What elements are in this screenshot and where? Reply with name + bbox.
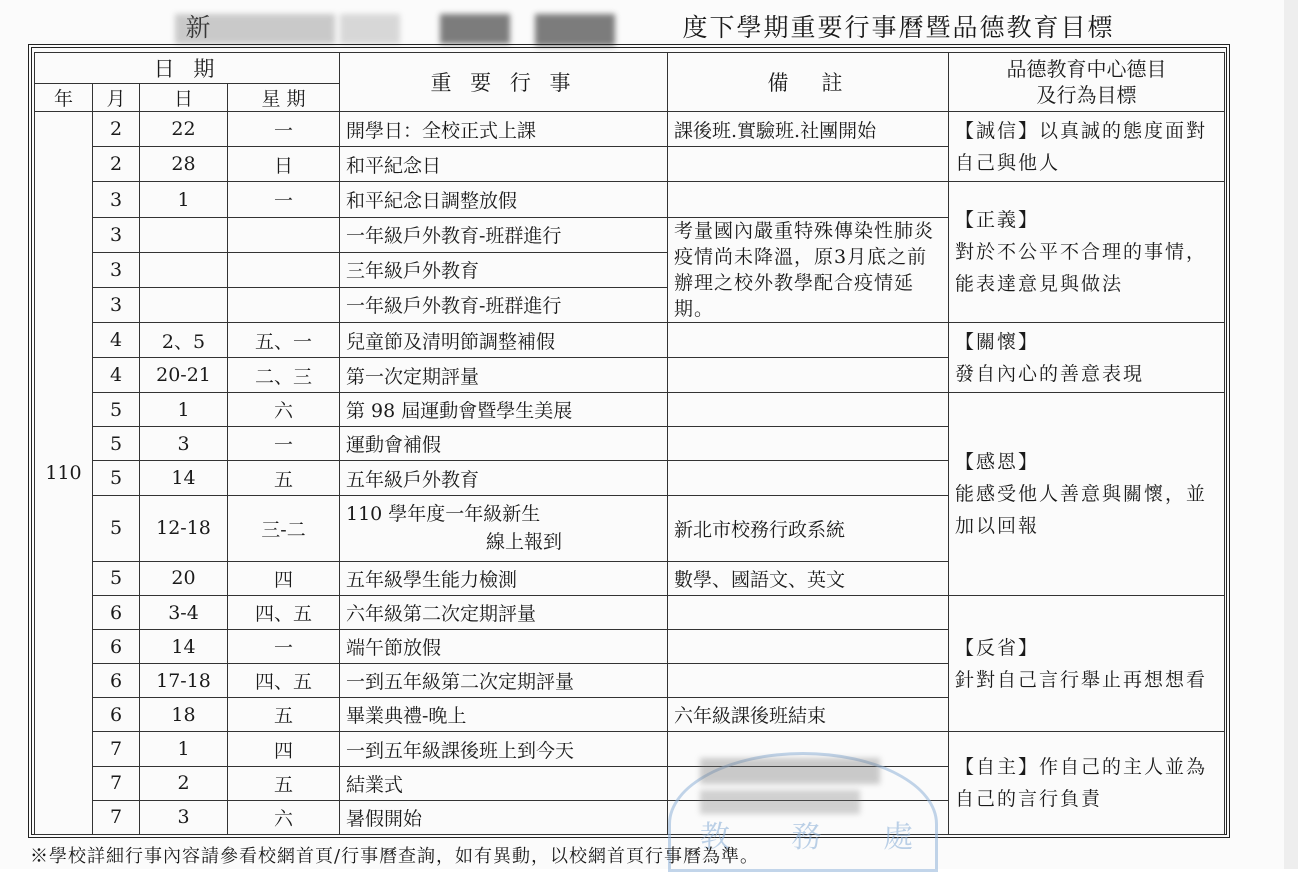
remark-cell — [668, 630, 949, 664]
weekday-cell — [228, 287, 340, 322]
event-cell: 六年級第二次定期評量 — [340, 595, 668, 629]
event-line2: 線上報到 — [486, 531, 563, 554]
weekday-cell: 日 — [228, 147, 340, 182]
header-date-group: 日 期 — [35, 53, 340, 84]
weekday-cell: 一 — [228, 630, 340, 664]
remark-cell — [668, 322, 949, 357]
header-goal-line2: 及行為目標 — [1036, 83, 1137, 108]
redaction-mark — [340, 14, 400, 44]
remark-cell — [668, 182, 949, 217]
day-cell: 2 — [140, 766, 228, 800]
day-cell: 14 — [140, 630, 228, 664]
event-cell: 一年級戶外教育-班群進行 — [340, 217, 668, 252]
header-event: 重 要 行 事 — [340, 53, 668, 112]
month-cell: 5 — [93, 393, 140, 427]
event-line1: 110 學年度一年級新生 — [346, 503, 541, 526]
year-cell: 110 — [35, 112, 93, 835]
weekday-cell: 五 — [228, 698, 340, 732]
event-cell: 和平紀念日調整放假 — [340, 182, 668, 217]
table-row — [35, 182, 1225, 217]
header-goal — [949, 53, 1225, 112]
day-cell — [140, 287, 228, 322]
event-cell: 結業式 — [340, 766, 668, 800]
goal-gratitude — [949, 393, 1225, 596]
goal-gratitude-text: 能感受他人善意與關懷，並加以回報 — [955, 483, 1208, 538]
goal-justice-label: 【正義】 — [955, 209, 1040, 232]
table-row — [35, 732, 1225, 766]
table-row — [35, 595, 1225, 629]
weekday-cell: 三-二 — [228, 495, 340, 561]
goal-honesty: 【誠信】以真誠的態度面對自己與他人 — [949, 112, 1225, 182]
weekday-cell — [228, 252, 340, 287]
redaction-mark — [440, 14, 510, 44]
title-suffix: 度下學期重要行事曆暨品德教育目標 — [682, 13, 1115, 42]
month-cell: 6 — [93, 698, 140, 732]
month-cell: 5 — [93, 461, 140, 495]
weekday-cell: 五 — [228, 766, 340, 800]
day-cell — [140, 217, 228, 252]
day-cell — [140, 252, 228, 287]
day-cell: 14 — [140, 461, 228, 495]
header-weekday: 星 期 — [228, 84, 340, 112]
month-cell: 5 — [93, 427, 140, 461]
weekday-cell: 六 — [228, 800, 340, 834]
weekday-cell: 一 — [228, 112, 340, 147]
redaction-mark — [175, 14, 335, 44]
day-cell: 28 — [140, 147, 228, 182]
event-cell: 運動會補假 — [340, 427, 668, 461]
goal-autonomy: 【自主】作自己的主人並為自己的言行負責 — [949, 732, 1225, 835]
office-stamp-text: 教 務 處 — [700, 820, 940, 855]
header-year: 年 — [35, 84, 93, 112]
remark-cell: 數學、國語文、英文 — [668, 561, 949, 595]
day-cell: 3-4 — [140, 595, 228, 629]
day-cell: 1 — [140, 182, 228, 217]
event-cell: 和平紀念日 — [340, 147, 668, 182]
event-cell: 暑假開始 — [340, 800, 668, 834]
weekday-cell: 四 — [228, 561, 340, 595]
calendar-table — [34, 52, 1225, 835]
month-cell: 4 — [93, 358, 140, 393]
header-remark: 備 註 — [668, 53, 949, 112]
weekday-cell: 一 — [228, 427, 340, 461]
remark-cell — [668, 595, 949, 629]
weekday-cell — [228, 217, 340, 252]
remark-cell — [668, 664, 949, 698]
event-cell: 一到五年級第二次定期評量 — [340, 664, 668, 698]
month-cell: 3 — [93, 287, 140, 322]
month-cell: 2 — [93, 147, 140, 182]
goal-reflection — [949, 595, 1225, 732]
remark-cell: 六年級課後班結束 — [668, 698, 949, 732]
day-cell: 2、5 — [140, 322, 228, 357]
footer-note: ※學校詳細行事內容請參看校網首頁/行事曆查詢，如有異動，以校網首頁行事曆為準。 — [30, 846, 760, 867]
event-cell: 第 98 屆運動會暨學生美展 — [340, 393, 668, 427]
month-cell: 3 — [93, 252, 140, 287]
event-cell: 開學日：全校正式上課 — [340, 112, 668, 147]
goal-gratitude-label: 【感恩】 — [955, 451, 1040, 474]
remark-cell — [668, 147, 949, 182]
day-cell: 20-21 — [140, 358, 228, 393]
remark-cell: 新北市校務行政系統 — [668, 495, 949, 561]
redaction-mark — [535, 14, 615, 46]
event-cell: 兒童節及清明節調整補假 — [340, 322, 668, 357]
day-cell: 20 — [140, 561, 228, 595]
day-cell: 1 — [140, 393, 228, 427]
event-cell: 一到五年級課後班上到今天 — [340, 732, 668, 766]
remark-cell — [668, 358, 949, 393]
header-month: 月 — [93, 84, 140, 112]
event-cell: 第一次定期評量 — [340, 358, 668, 393]
goal-justice — [949, 182, 1225, 323]
event-cell: 畢業典禮-晚上 — [340, 698, 668, 732]
event-cell: 一年級戶外教育-班群進行 — [340, 287, 668, 322]
remark-cell — [668, 461, 949, 495]
month-cell: 7 — [93, 766, 140, 800]
table-row — [35, 112, 1225, 147]
day-cell: 3 — [140, 427, 228, 461]
pandemic-remark: 考量國內嚴重特殊傳染性肺炎疫情尚未降溫，原3月底之前辦理之校外教學配合疫情延期。 — [668, 217, 949, 322]
event-cell: 三年級戶外教育 — [340, 252, 668, 287]
header-day: 日 — [140, 84, 228, 112]
remark-cell — [668, 393, 949, 427]
weekday-cell: 五 — [228, 461, 340, 495]
month-cell: 3 — [93, 217, 140, 252]
month-cell: 4 — [93, 322, 140, 357]
day-cell: 17-18 — [140, 664, 228, 698]
month-cell: 6 — [93, 595, 140, 629]
event-cell: 五年級戶外教育 — [340, 461, 668, 495]
weekday-cell: 六 — [228, 393, 340, 427]
day-cell: 1 — [140, 732, 228, 766]
month-cell: 3 — [93, 182, 140, 217]
event-cell — [340, 495, 668, 561]
table-row — [35, 322, 1225, 357]
event-cell: 五年級學生能力檢測 — [340, 561, 668, 595]
day-cell: 12-18 — [140, 495, 228, 561]
month-cell: 7 — [93, 732, 140, 766]
goal-care-text: 發自內心的善意表現 — [955, 362, 1145, 385]
header-goal-line1: 品德教育中心德目 — [1006, 57, 1167, 82]
day-cell: 18 — [140, 698, 228, 732]
remark-cell — [668, 427, 949, 461]
goal-reflection-text: 針對自己言行舉止再想想看 — [955, 668, 1208, 691]
goal-care-label: 【關懷】 — [955, 330, 1040, 353]
event-cell: 端午節放假 — [340, 630, 668, 664]
viewer-gutter — [1284, 0, 1298, 869]
weekday-cell: 五、一 — [228, 322, 340, 357]
goal-justice-text: 對於不公平不合理的事情，能表達意見與做法 — [955, 241, 1208, 296]
month-cell: 5 — [93, 495, 140, 561]
day-cell: 22 — [140, 112, 228, 147]
redaction-mark — [700, 758, 880, 784]
month-cell: 6 — [93, 630, 140, 664]
goal-care — [949, 322, 1225, 392]
table-row — [35, 393, 1225, 427]
weekday-cell: 一 — [228, 182, 340, 217]
month-cell: 2 — [93, 112, 140, 147]
month-cell: 7 — [93, 800, 140, 834]
redaction-mark — [700, 790, 860, 814]
month-cell: 6 — [93, 664, 140, 698]
day-cell: 3 — [140, 800, 228, 834]
weekday-cell: 四、五 — [228, 595, 340, 629]
month-cell: 5 — [93, 561, 140, 595]
title-prefix: 新 — [185, 13, 213, 42]
weekday-cell: 二、三 — [228, 358, 340, 393]
remark-cell: 課後班.實驗班.社團開始 — [668, 112, 949, 147]
goal-reflection-label: 【反省】 — [955, 636, 1040, 659]
weekday-cell: 四、五 — [228, 664, 340, 698]
weekday-cell: 四 — [228, 732, 340, 766]
